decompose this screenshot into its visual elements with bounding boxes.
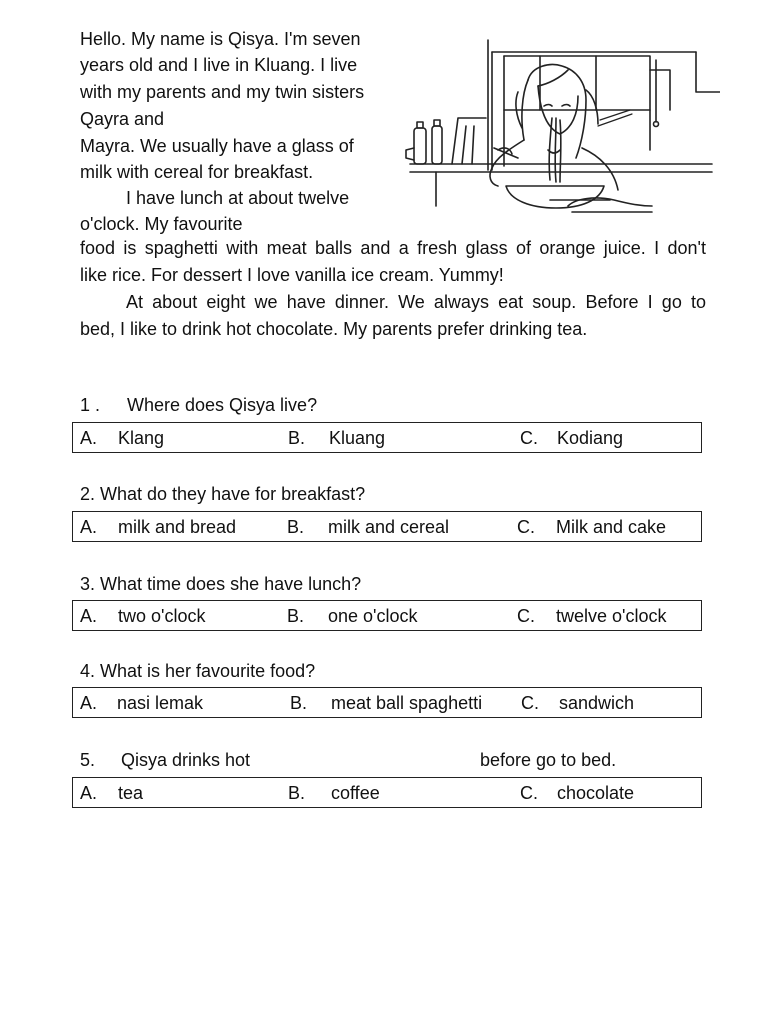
passage-line: I have lunch at about twelve	[126, 188, 350, 208]
girl-eating-spaghetti-illustration	[400, 30, 720, 220]
option-a[interactable]: two o'clock	[118, 606, 206, 626]
option-b[interactable]: meat ball spaghetti	[331, 693, 483, 713]
question-number: 5.	[80, 750, 96, 770]
passage-line: years old and I live in Kluang. I live	[80, 55, 358, 75]
option-letter: C.	[520, 783, 538, 803]
option-letter: B.	[287, 517, 305, 537]
option-c[interactable]: twelve o'clock	[556, 606, 667, 626]
option-a[interactable]: nasi lemak	[117, 693, 204, 713]
option-letter: B.	[288, 428, 306, 448]
question-text: 2. What do they have for breakfast?	[80, 484, 366, 504]
question-text: 4. What is her favourite food?	[80, 661, 316, 681]
answer-options-box	[72, 600, 702, 631]
option-letter: A.	[80, 693, 98, 713]
option-letter: C.	[520, 428, 538, 448]
passage-line: Mayra. We usually have a glass of	[80, 136, 354, 156]
option-letter: C.	[521, 693, 539, 713]
passage-line: milk with cereal for breakfast.	[80, 162, 314, 182]
option-letter: B.	[290, 693, 308, 713]
option-letter: C.	[517, 606, 535, 626]
option-a[interactable]: milk and bread	[118, 517, 237, 537]
passage-line: bed, I like to drink hot chocolate. My parents prefer drinking tea.	[80, 319, 588, 339]
question-number: 1 .	[80, 395, 101, 415]
passage-line: Qayra and	[80, 109, 165, 129]
option-c[interactable]: Kodiang	[557, 428, 624, 448]
option-a[interactable]: Klang	[118, 428, 165, 448]
option-a[interactable]: tea	[118, 783, 144, 803]
option-letter: A.	[80, 783, 98, 803]
passage-line: with my parents and my twin sisters	[80, 82, 365, 102]
option-letter: A.	[80, 606, 98, 626]
option-c[interactable]: sandwich	[559, 693, 635, 713]
option-b[interactable]: coffee	[331, 783, 380, 803]
option-b[interactable]: Kluang	[329, 428, 386, 448]
option-letter: B.	[288, 783, 306, 803]
answer-options-box	[72, 511, 702, 542]
question-text: Where does Qisya live?	[127, 395, 318, 415]
answer-options-box	[72, 687, 702, 718]
option-letter: A.	[80, 517, 98, 537]
option-b[interactable]: milk and cereal	[328, 517, 450, 537]
option-c[interactable]: chocolate	[557, 783, 635, 803]
passage-line: At about eight we have dinner. We always eat soup. Before I go to	[126, 292, 706, 312]
question-text-after-blank: before go to bed.	[480, 750, 617, 770]
option-letter: A.	[80, 428, 98, 448]
passage-line: food is spaghetti with meat balls and a fresh glass of orange juice. I don't	[80, 238, 706, 258]
passage-line: Hello. My name is Qisya. I'm seven	[80, 29, 361, 49]
passage-line: o'clock. My favourite	[80, 214, 243, 234]
option-c[interactable]: Milk and cake	[556, 517, 667, 537]
option-letter: C.	[517, 517, 535, 537]
answer-options-box	[72, 422, 702, 453]
passage-line: like rice. For dessert I love vanilla ice cream. Yummy!	[80, 265, 504, 285]
question-text: Qisya drinks hot	[121, 750, 251, 770]
option-b[interactable]: one o'clock	[328, 606, 418, 626]
question-text: 3. What time does she have lunch?	[80, 574, 362, 594]
answer-options-box	[72, 777, 702, 808]
option-letter: B.	[287, 606, 305, 626]
